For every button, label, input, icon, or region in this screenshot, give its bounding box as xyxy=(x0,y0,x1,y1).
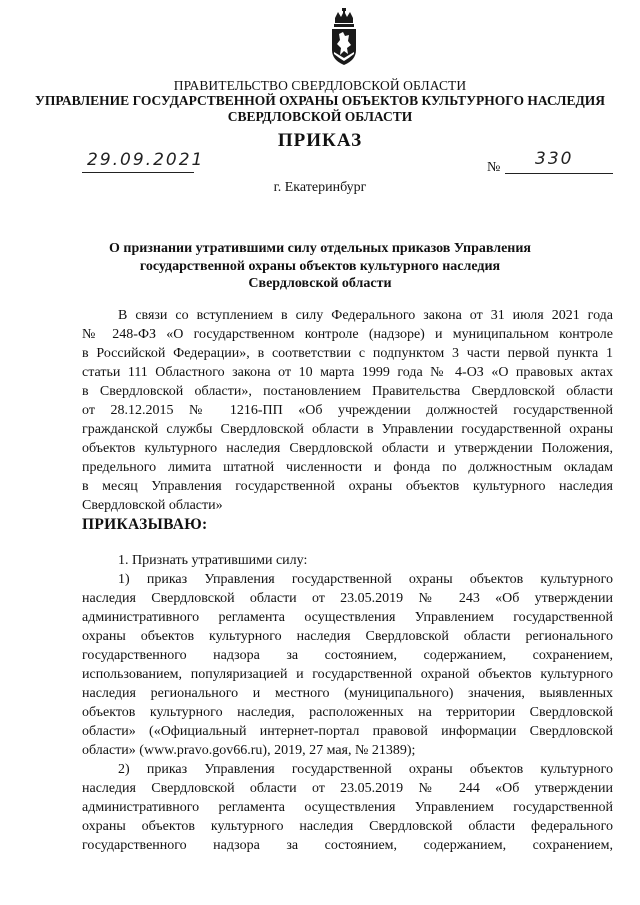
text-line: административного регламента осуществления Управлением государственной xyxy=(82,800,613,815)
text-line: наследия Свердловской области от 23.05.2019 № 243 «Об утверждении xyxy=(82,591,613,606)
text-line: от 28.12.2015 № 1216-ПП «Об учреждении должностей государственной xyxy=(82,403,613,418)
text-line: наследия Свердловской области от 23.05.2019 № 244 «Об утверждении xyxy=(82,781,613,796)
preamble-paragraph xyxy=(82,306,613,515)
text-line: области» (www.pravo.gov66.ru), 2019, 27 мая, № 21389); xyxy=(82,743,416,758)
text-line: охраны объектов культурного наследия Свердловской области регионального xyxy=(82,629,613,644)
order-date: 29.09.2021 xyxy=(87,150,205,170)
text-line: в Российской Федерации», в соответствии с подпунктом 3 части первой пункта 1 xyxy=(82,346,613,361)
department-name xyxy=(0,93,640,125)
text-line: 2) приказ Управления государственной охраны объектов культурного xyxy=(118,762,613,777)
text-line: использованием, популяризацией и государственной охраной объектов культурного xyxy=(82,667,613,682)
subject-line: Свердловской области xyxy=(248,276,392,291)
city-line: г. Екатеринбург xyxy=(273,180,367,195)
text-line: наследия регионального и местного (муниципального) значения, выявленных xyxy=(82,686,613,701)
text-line: объектов культурного наследия Свердловской области и утверждении Положения, xyxy=(82,441,613,456)
government-name: ПРАВИТЕЛЬСТВО СВЕРДЛОВСКОЙ ОБЛАСТИ xyxy=(173,78,467,93)
text-line: № 248-ФЗ «О государственном контроле (надзоре) и муниципальном контроле xyxy=(82,327,613,342)
text-line: 1. Признать утратившими силу: xyxy=(118,553,308,568)
date-underline xyxy=(82,172,194,173)
number-underline xyxy=(505,173,613,174)
text-line: статьи 111 Областного закона от 10 марта 1999 года № 4-ОЗ «О правовых актах xyxy=(82,365,613,380)
document-type-title: ПРИКАЗ xyxy=(277,130,363,151)
order-body xyxy=(82,551,613,855)
order-subject xyxy=(0,240,640,293)
subject-line: О признании утратившими силу отдельных приказов Управления xyxy=(108,241,532,256)
text-line: объектов культурного наследия, расположенных на территории Свердловской xyxy=(82,705,613,720)
text-line: Свердловской области» xyxy=(82,498,223,513)
text-line: предельного лимита штатной численности и фонда по должностным окладам xyxy=(82,460,613,475)
department-name-line: СВЕРДЛОВСКОЙ ОБЛАСТИ xyxy=(227,109,413,124)
text-line: гражданской службы Свердловской области в Управлении государственной охраны xyxy=(82,422,613,437)
order-number: 330 xyxy=(535,149,574,169)
text-line: в Свердловской области», постановлением Правительства Свердловской области xyxy=(82,384,613,399)
order-word: ПРИКАЗЫВАЮ: xyxy=(82,516,208,533)
text-line: 1) приказ Управления государственной охраны объектов культурного xyxy=(118,572,613,587)
number-label: № xyxy=(487,160,501,175)
text-line: государственного надзора за состоянием, содержанием, сохранением, xyxy=(82,838,613,853)
subject-line: государственной охраны объектов культурного наследия xyxy=(139,258,501,274)
text-line: в месяц Управления государственной охраны объектов культурного наследия xyxy=(82,479,613,494)
coat-of-arms-icon xyxy=(329,8,359,66)
text-line: В связи со вступлением в силу Федерального закона от 31 июля 2021 года xyxy=(118,308,613,323)
text-line: области» («Официальный интернет-портал правовой информации Свердловской xyxy=(82,724,613,739)
text-line: государственного надзора за состоянием, содержанием, сохранением, xyxy=(82,648,613,663)
text-line: охраны объектов культурного наследия Свердловской области федерального xyxy=(82,819,613,834)
text-line: административного регламента осуществления Управлением государственной xyxy=(82,610,613,625)
department-name-line: УПРАВЛЕНИЕ ГОСУДАРСТВЕННОЙ ОХРАНЫ ОБЪЕКТОВ КУЛЬТУРНОГО НАСЛЕДИЯ xyxy=(34,93,606,108)
